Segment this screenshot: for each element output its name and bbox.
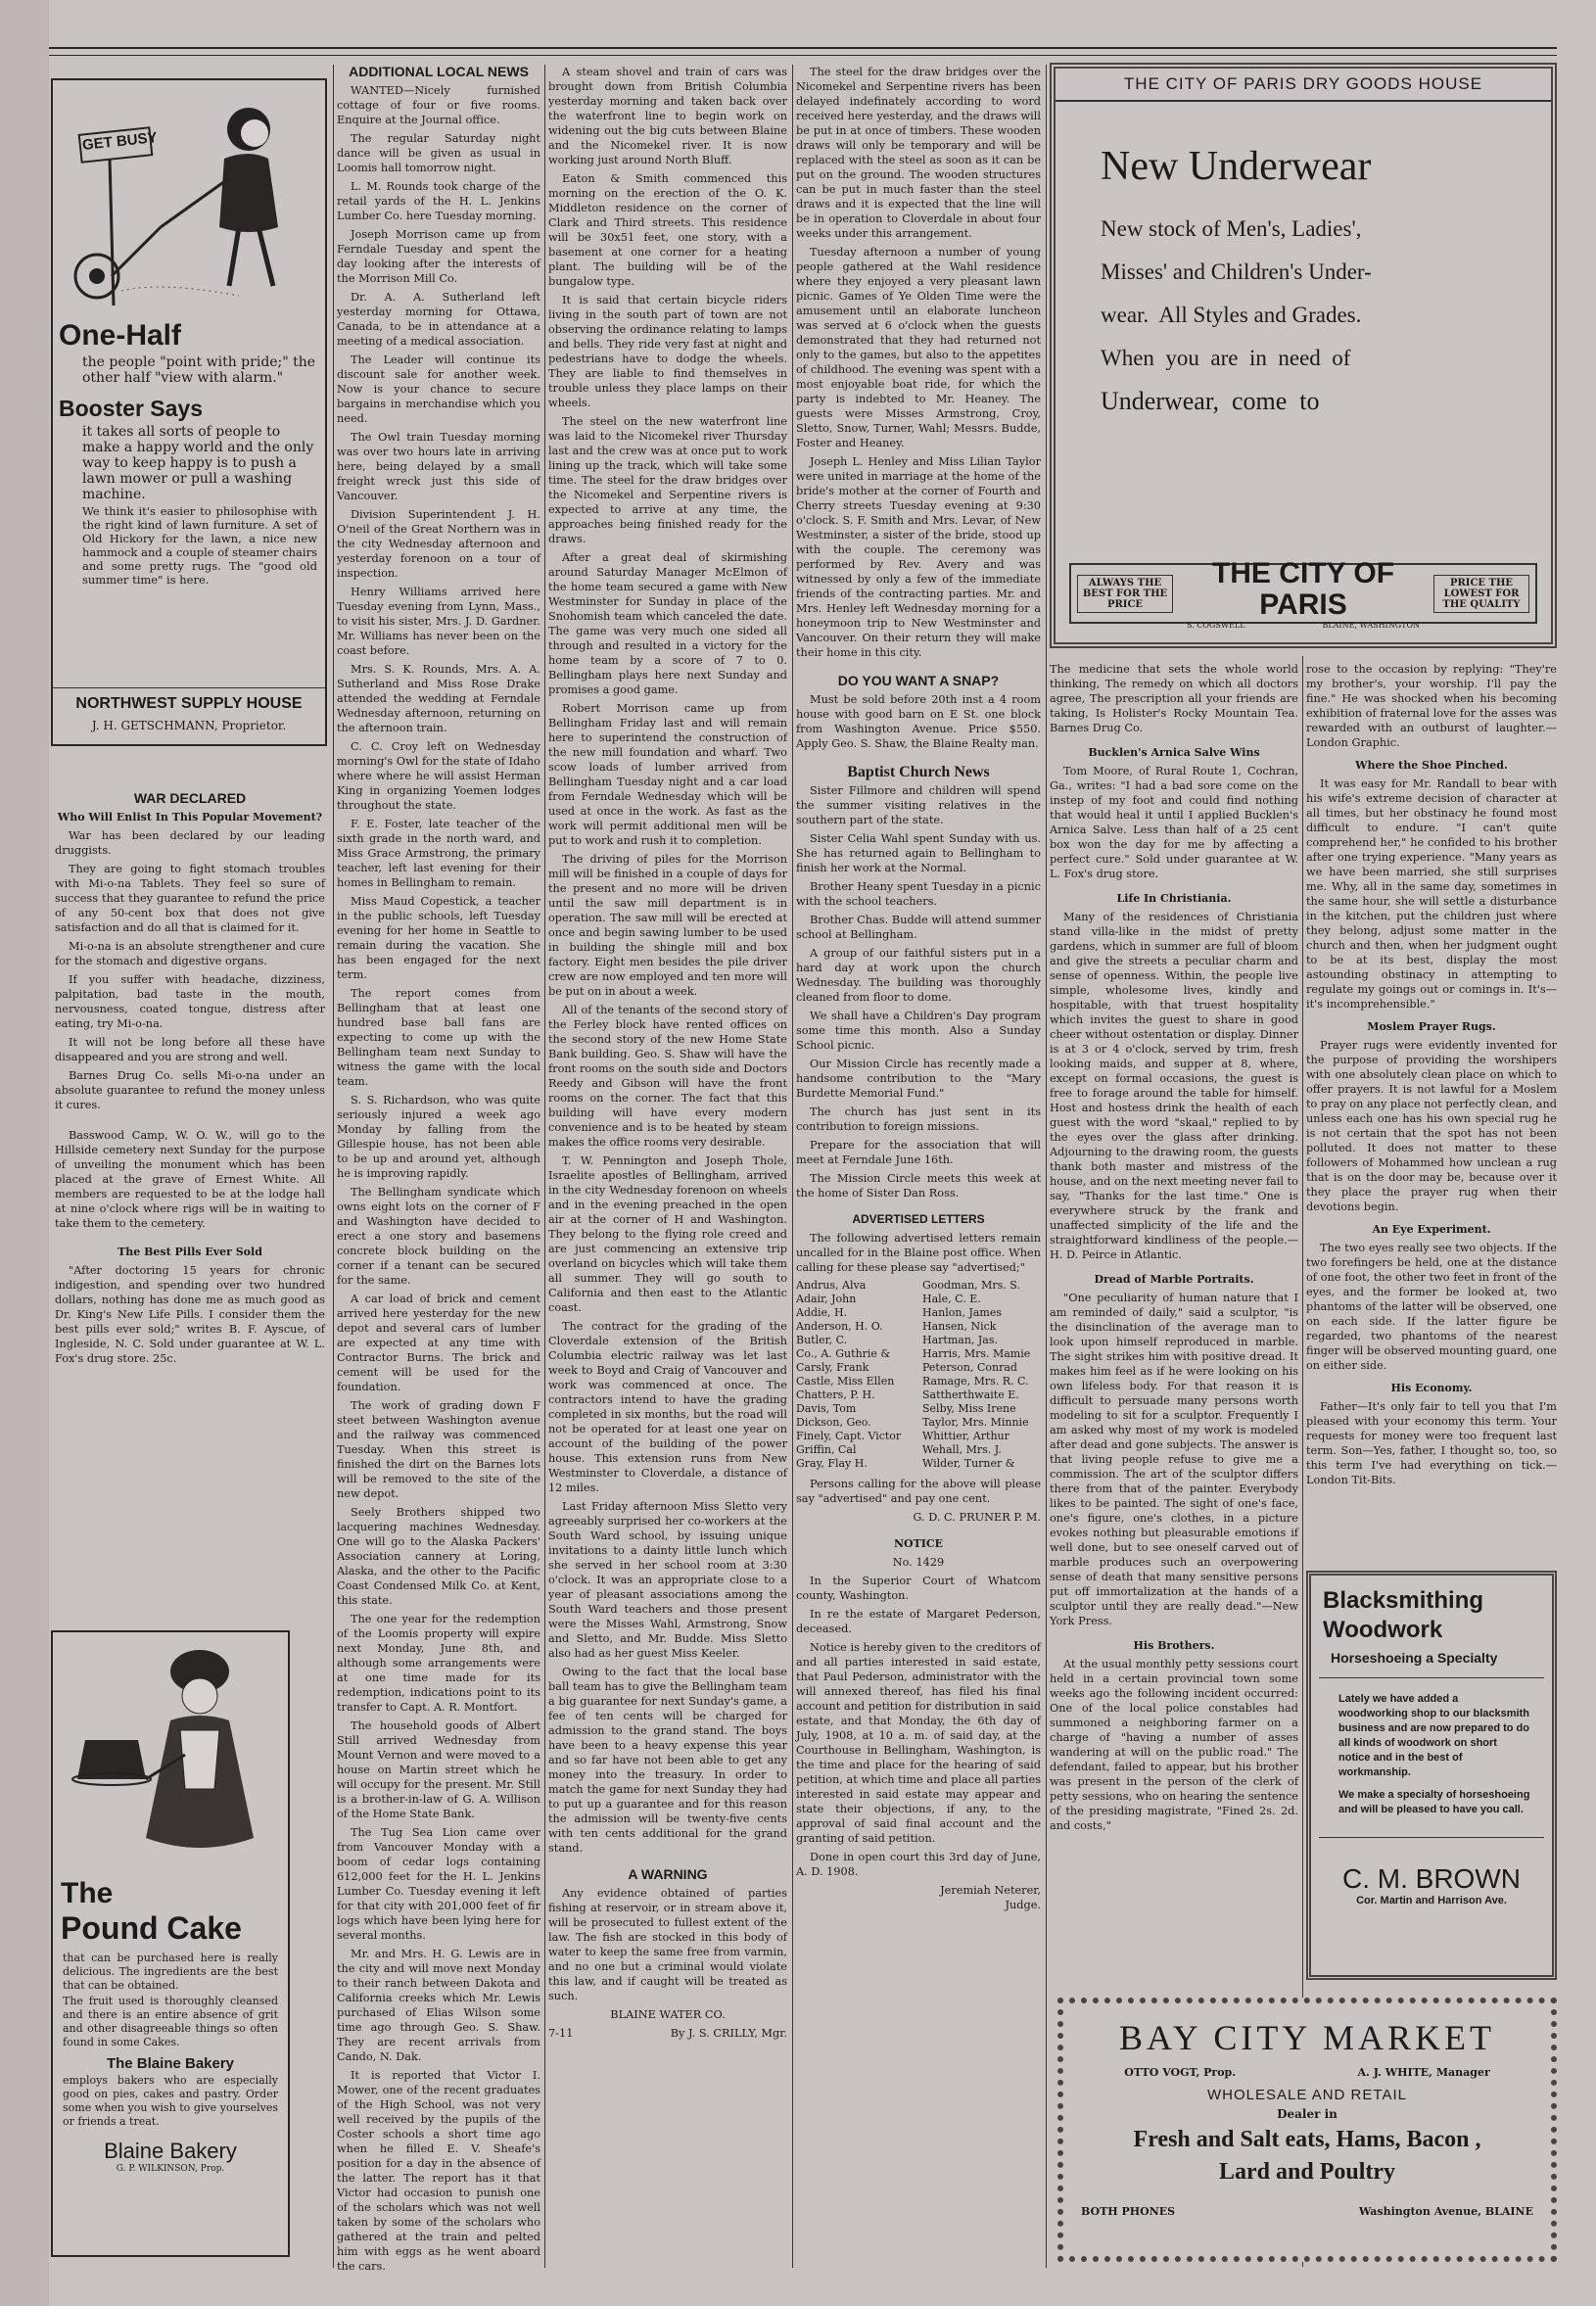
bakery-ad	[51, 1630, 290, 2257]
paris-ad-footer	[1069, 556, 1537, 630]
article-title: Where the Shoe Pinched.	[1355, 759, 1508, 772]
paragraph: Jeremiah Neterer,	[940, 1884, 1041, 1897]
paragraph: Many of the residences of Christiania stand villa-like in the midst of pretty gardens, which in summer are full of bloom and give the streets a peculiar charm and sense of openness. Within, the people live simple, wholesome lives, kindly and hospitable, with that truest hospitality which invites the guest to share in good cheer without ostentation or display. Dinner is at 3 or 4 o'clock, served by trim, fresh looking maids, and supper at 8, where, except on formal occasions, the guest is free to forage around the table for himself. Host and hostess drink the health of each guest with the word "skaal," replied to by the eyes over the glass after drinking. Adjourning to the drawing room, the guests thank both master and mistress of the house, and on the next meeting never fail to say, "Thanks for the last time." One is everywhere struck by the frank and unaffected simplicity of the life and the straightforward kindliness of the people.—H. D. Peirce in Atlantic.	[1050, 911, 1298, 1261]
paragraph: The steel on the new waterfront line was laid to the Nicomekel river Thursday last and the crew was at once put to work lining up the track, which will take some time. The steel for the draw bridges over the Nicomekel and Serpentine rivers is expected to arrive at any time, the approaches being finished ready for the draws.	[548, 415, 787, 545]
top-rule-thin	[49, 55, 1557, 56]
letter-recipient: Wehall, Mrs. J.	[922, 1443, 1002, 1456]
market-dealer: Dealer in	[1277, 2107, 1338, 2121]
paragraph: Seely Brothers shipped two lacquering machines Wednesday. One will go to the Alaska Packers' Association cannery at Loring, Alaska, and the other to the Pacific Coast Condensed Milk Co. at Kent, this state.	[337, 1506, 540, 1607]
column-rule	[544, 65, 545, 2268]
paragraph: After a great deal of skirmishing around Saturday Manager McElmon of the home team secured a game with New Westminster for Sunday in place of the Snohomish team which canceled the date. The game was very much one sided all through and resulted in a victory for the home team by a score of 7 to 0. Bellingham plays here next Sunday and promises a good game.	[548, 551, 787, 696]
paragraph: "After doctoring 15 years for chronic indigestion, and spending over two hundred dollars, nothing has done me as much good as Dr. King's New Life Pills. I consider them the best pills ever sold;" writes B. F. Ayscue, of Ingleside, N. C. Sold under guarantee at W. L. Fox's drug store. 25c.	[55, 1264, 325, 1365]
letter-recipient: Co., A. Guthrie &	[796, 1347, 891, 1360]
ad-divider	[53, 687, 325, 688]
paragraph: Eaton & Smith commenced this morning on the erection of the O. K. Middleton residence on the corner of Clark and Third streets. This residence will be 30x51 feet, one story, with a basement at one corner for a heating plant. The building will be of the bungalow type.	[548, 172, 787, 288]
ad-headline: Booster Says	[59, 396, 204, 421]
article-title: Life In Christiania.	[1116, 892, 1232, 905]
letter-recipient: Hanlon, James	[922, 1306, 1003, 1319]
paragraph: F. E. Foster, late teacher of the sixth grade in the north ward, and Miss Grace Armstrong, the primary teacher, left last evening for their homes in Bellingham to remain.	[337, 818, 540, 889]
paragraph: Division Superintendent J. H. O'neil of the Great Northern was in the city Wednesday afternoon and yesterday forenoon on a tour of inspection.	[337, 508, 540, 580]
letter-recipient: Dickson, Geo.	[796, 1416, 871, 1429]
letter-recipient: Selby, Miss Irene	[922, 1402, 1016, 1415]
ad-text: the people "point with pride;" the other half "view with alarm."	[82, 354, 316, 386]
article-title: Bucklen's Arnica Salve Wins	[1088, 746, 1260, 759]
city-of-paris-ad	[1050, 63, 1557, 648]
market-line: Lard and Poultry	[1218, 2159, 1396, 2185]
ad-text: We think it's easier to philosophise with the right kind of lawn furniture. A set of Old Hickory for the lawn, a nice new hammock and a couple of steamer chairs and some pretty rugs. The "good old summer time" is here.	[82, 504, 317, 587]
letter-recipient: Wilder, Turner &	[922, 1457, 1015, 1470]
paragraph: Joseph Morrison came up from Ferndale Tuesday and spent the day looking after the interests of the Morrison Mill Co.	[337, 228, 540, 285]
letter-recipient: Andrus, Alva	[796, 1279, 867, 1292]
letter-recipient: Griffin, Cal	[796, 1443, 857, 1456]
paragraph: A car load of brick and cement arrived here yesterday for the new depot and several cars of lumber are expected at any time with Contractor Burns. The brick and cement will be used for the foundation.	[337, 1293, 540, 1393]
column-1-news	[55, 791, 325, 1614]
paragraph: All of the tenants of the second story of the Ferley block have rented offices on the second story of the new Home State Bank building. Geo. S. Shaw will have the front rooms on the south side and Doctors Reedy and Gibson will have the front rooms on the corner. The fact that this building will have every modern convenience and is to be heated by steam makes the office rooms very desirable.	[548, 1004, 787, 1149]
ad-headline: The	[61, 1877, 114, 1909]
paragraph: Henry Williams arrived here Tuesday evening from Lynn, Mass., to visit his sister, Mrs. J. D. Gardner. Mr. Williams has never been on the coast before.	[337, 586, 540, 657]
warning-code: 7-11	[548, 2027, 574, 2040]
paragraph: Mr. and Mrs. H. G. Lewis are in the city and will move next Monday to their ranch between Dakota and California creeks which Mr. Lewis purchased of Elias Wilson some time ago through Geo. S. Shaw. They are recent arrivals from Cando, N. Dak.	[337, 1948, 540, 2063]
letter-recipient: Goodman, Mrs. S.	[922, 1279, 1020, 1292]
letter-recipient: Carsly, Frank	[796, 1361, 869, 1374]
ad-text: employs bakers who are especially good on pies, cakes and pastry. Order some when you wish to give yourselves or friends a treat.	[63, 2074, 278, 2128]
market-line: Fresh and Salt eats, Hams, Bacon ,	[1133, 2127, 1481, 2152]
paragraph: Brother Heany spent Tuesday in a picnic with the school teachers.	[796, 880, 1041, 908]
brown-address: Cor. Martin and Harrison Ave.	[1356, 1895, 1507, 1906]
paragraph: The driving of piles for the Morrison mill will be finished in a couple of days for the present and no more will be driven until the saw mill department is in operation. The saw mill will be erected at once and begin sawing lumber to be used in building the shingle mill and box factory. Eight men besides the pile driver crew are now employed and ten more will be put on in about a week.	[548, 853, 787, 998]
ad-text: it takes all sorts of people to make a happy world and the only way to keep happy is to push a lawn mower or pull a washing machine.	[82, 424, 314, 502]
paragraph: The household goods of Albert Still arrived Wednesday from Mount Vernon and were moved to a house on Martin street which he will occupy for the present. Mr. Still is a brother-in-law of G. A. Willison of the Home State Bank.	[337, 1719, 540, 1820]
letter-recipient: Hale, C. E.	[922, 1293, 981, 1305]
paragraph: In the Superior Court of Whatcom county, Washington.	[796, 1575, 1041, 1602]
paragraph: The Mission Circle meets this week at the home of Sister Dan Ross.	[796, 1172, 1041, 1200]
woman-with-cake-icon	[53, 1632, 288, 1877]
paragraph: Any evidence obtained of parties fishing at reservoir, or in stream above it, will be prosecuted to fullest extent of the law. The fish are stocked in this body of water to keep the same free from varmin, and no one but a criminal would violate this law, and if caught will be treated as such.	[548, 1887, 787, 2002]
ad-text: The fruit used is thoroughly cleansed and there is an entire absence of grit and other disagreeable things so often found in some Cakes.	[63, 1995, 278, 2048]
article-subtitle: Who Will Enlist In This Popular Movement?	[57, 811, 323, 824]
paragraph: Must be sold before 20th inst a 4 room house with good barn on E St. one block from Washington Avenue. Price $550. Apply Geo. S. Shaw, the Blaine Realty man.	[796, 693, 1041, 750]
column-rule	[333, 65, 334, 2268]
bakery-name: The Blaine Bakery	[106, 2055, 235, 2072]
paragraph: A steam shovel and train of cars was brought down from British Columbia yesterday morning and taken back over the waterfront line to begin work on widening out the big cuts between Blaine and the Nicomekel river. It is now working just around North Bluff.	[548, 66, 787, 166]
article-title: The Best Pills Ever Sold	[117, 1246, 262, 1258]
paragraph: It is reported that Victor I. Mower, one of the recent graduates of the High School, was not very well received by the pupils of the Coster schools a short time ago when he filled E. V. Sheafe's position for a day in the absence of the latter. The report has it that Victor had occasion to punish one of the scholars which was not well taken by some of the scholars who gathered at the train and pelted him with eggs as he went aboard the cars.	[337, 2069, 540, 2273]
column-6-news	[1306, 662, 1557, 1565]
letter-recipient: Whittier, Arthur	[922, 1430, 1009, 1442]
paragraph: The two eyes really see two objects. If the two forefingers be held, one at the distance of one foot, the other two feet in front of the eyes, and the former be looked at, two phantoms of the latter will be observed, one on each side. If the latter figure be regarded, two phantoms of the nearest finger will be observed mounting guard, one on either side.	[1306, 1242, 1557, 1372]
ad-subheadline: Horseshoeing a Specialty	[1319, 1644, 1544, 1678]
column-rule	[1046, 65, 1047, 2268]
paragraph: It was easy for Mr. Randall to bear with his wife's extreme decision of character at all times, but her obstinacy he found most difficult to endure. "I can't quite comprehend her," he confided to his brother after one trying experience. "Many years as we have been married, she still surprises me. Why, all in the same day, sometimes in the same hour, she will settle a disturbance in the kitchen, put the children just where they belong, adjust some matter in the church and then, when her judgment ought to be at its best, display the most astounding obstinacy in attempting to regulate my goings out or comings in. It's—it's incomprehensible."	[1306, 777, 1557, 1011]
paragraph: The one year for the redemption of the Loomis property will expire next Monday, June 8th, and although some arrangements were at one time made for its redemption, indications point to its transfer to Capt. A. R. Montfort.	[337, 1613, 540, 1714]
paragraph: The report comes from Bellingham that at least one hundred base ball fans are expecting to come up with the Bellingham team next Sunday to witness the game with the local team.	[337, 987, 540, 1088]
paris-owner: S. COGSWELL	[1187, 620, 1245, 630]
letter-recipient: Peterson, Conrad	[922, 1361, 1017, 1374]
paris-right-badge: PRICE THE LOWEST FOR THE QUALITY	[1433, 575, 1529, 613]
market-manager: A. J. WHITE, Manager	[1357, 2066, 1490, 2079]
letter-recipient: Davis, Tom	[796, 1402, 857, 1415]
article-title: WAR DECLARED	[133, 790, 247, 806]
letter-recipient: Finely, Capt. Victor	[796, 1430, 902, 1442]
letter-recipient: Butler, C.	[796, 1334, 848, 1346]
letters-list	[796, 1279, 1041, 1471]
paragraph: At the usual monthly petty sessions court held in a certain provincial town some weeks ago the following incident occurred: One of the local police constables had summoned a neighboring farmer on a charge of "having a number of asses wandering at will on the public road." The defendant, failed to appear, but his brother was present in the person of the clerk of petty sessions, who on hearing the sentence of the presiding magistrate, "Fined 2s. 2d. and costs,"	[1050, 1658, 1298, 1832]
paragraph: No. 1429	[892, 1556, 945, 1569]
page-edge	[0, 0, 49, 2306]
paragraph: Our Mission Circle has recently made a handsome contribution to the "Mary Burdette Memorial Fund."	[796, 1058, 1041, 1100]
article-title: An Eye Experiment.	[1372, 1223, 1491, 1236]
paragraph: The steel for the draw bridges over the Nicomekel and Serpentine rivers has been delayed indefinately according to word received here yesterday, and the draws will be put in at once of timbers. These wooden draws will only be temporary and will be replaced with the steel as soon as it can be put on the ground. The wooden structures can be put in much faster than the steel draws and it is expected that the line will be in operation to Cloverdale in about four weeks under this arrangement.	[796, 66, 1041, 240]
paragraph: War has been declared by our leading druggists.	[55, 829, 325, 857]
proprietor: J. H. GETSCHMANN, Proprietor.	[91, 719, 287, 732]
brown-name: C. M. BROWN	[1319, 1837, 1544, 1895]
letter-recipient: Harris, Mrs. Mamie	[922, 1347, 1031, 1360]
paragraph: Prayer rugs were evidently invented for the purpose of providing the worshipers with one absolutely clean place on which to offer prayers. It is not lawful for a Moslem to pray on any place not perfectly clean, and unless each one has his own special rug he is not certain that the spot has not been polluted. It does not matter to these followers of Mohammed how unclean a rug that is on the door may be, because over it they place the prayer rug when their devotions begin.	[1306, 1039, 1558, 1213]
column-5-news	[1050, 662, 1298, 1974]
paragraph: Tom Moore, of Rural Route 1, Cochran, Ga., writes: "I had a bad sore come on the instep of my foot and could find nothing that would heal it until I applied Bucklen's Arnica Salve. Less than half of a 25 cent box won the day for me by affecting a perfect cure." Sold under guarantee at W. L. Fox's drug store.	[1050, 765, 1298, 880]
paris-ad-top: THE CITY OF PARIS DRY GOODS HOUSE	[1056, 69, 1551, 102]
column-rule	[792, 65, 793, 2268]
paragraph: The work of grading down F steet between Washington avenue and the railway was commenced Tuesday. When this street is finished the dirt on the Barnes lots will be removed to the site of the new depot.	[337, 1399, 540, 1500]
letter-recipient: Chatters, P. H.	[796, 1388, 875, 1401]
ad-text: Lately we have added a woodworking shop to our blacksmith business and are now prepared to do all kinds of woodwork on short notice and in the best of workmanship.	[1338, 1693, 1529, 1778]
paragraph: Done in open court this 3rd day of June, A. D. 1908.	[796, 1851, 1041, 1878]
bakery-logo-text: Blaine Bakery	[104, 2139, 237, 2163]
letter-recipient: Hansen, Nick	[922, 1320, 997, 1333]
paragraph: In re the estate of Margaret Pederson, deceased.	[796, 1608, 1041, 1635]
market-wholesale: WHOLESALE AND RETAIL	[1207, 2087, 1407, 2103]
paragraph: Basswood Camp, W. O. W., will go to the Hillside cemetery next Sunday for the purpose of unveiling the monument which has been placed at the grave of Ernest White. All members are requested to be at the lodge hall at nine o'clock where rigs will be in waiting to take them to the cemetery.	[55, 1129, 325, 1230]
paragraph: Notice is hereby given to the creditors of and all parties interested in said estate, that Paul Pederson, administrator with the will annexed thereof, has filed his final account and petition for distribution in said estate, and that Monday, the 6th day of July, 1908, at 10 a. m. of said day, at the Courthouse in Bellingham, Washington, is the time and place for the hearing of said petition, at which time and place all parties interested in said estate may appear and state their objections, if any, to the approval of said final account and the granting of said petition.	[796, 1641, 1041, 1845]
paragraph: If you suffer with headache, dizziness, palpitation, bad taste in the mouth, nervousness, coated tongue, distress after eating, try Mi-o-na.	[55, 973, 325, 1030]
paragraph: Persons calling for the above will please say "advertised" and pay one cent.	[796, 1478, 1041, 1505]
letter-recipient: Taylor, Mrs. Minnie	[922, 1416, 1029, 1429]
paris-ad-line: Underwear, come to	[1101, 387, 1320, 415]
article-title: His Economy.	[1390, 1382, 1473, 1394]
bay-city-market-ad	[1057, 1998, 1557, 2262]
article-title: Dread of Marble Portraits.	[1094, 1273, 1254, 1286]
paragraph: Joseph L. Henley and Miss Lilian Taylor were united in marriage at the home of the bride's mother at the corner of Fourth and Cherry streets Tuesday evening at 9:30 o'clock. S. F. Smith and Mrs. Levar, of New Westminster, a sister of the bride, stood up with the couple. The ceremony was performed by Rev. Avery and was witnessed by only a few of the immediate friends of the contracting parties. Mr. and Mrs. Henley left Wednesday morning for a honeymoon trip to New Westminster and Vancouver. On their return they will make their home in this city.	[796, 455, 1041, 659]
article-title: His Brothers.	[1133, 1639, 1215, 1652]
article-title: ADVERTISED LETTERS	[852, 1212, 985, 1226]
paragraph: The church has just sent in its contribution to foreign missions.	[796, 1106, 1041, 1133]
paragraph: A group of our faithful sisters put in a hard day at work upon the church Wednesday. The building was thoroughly cleaned from floor to dome.	[796, 947, 1041, 1004]
letter-recipient: Adair, John	[796, 1293, 857, 1305]
ad-headline: One-Half	[59, 319, 182, 352]
paragraph: They are going to fight stomach troubles with Mi-o-na Tablets. They feel so sure of success that they guarantee to refund the price of any 50-cent box that does not give satisfaction and do all that is claimed for it.	[55, 863, 325, 934]
ad-text: We make a specialty of horseshoeing and will be pleased to have you call.	[1338, 1789, 1530, 1815]
paragraph: The Tug Sea Lion came over from Vancouver Monday with a boom of cedar logs containing 612,000 feet for the H. L. Jenkins Lumber Co. Tuesday evening it left for that city with 201,000 feet of fir logs which have been lying here for several months.	[337, 1826, 540, 1942]
paris-ad-line: New stock of Men's, Ladies',	[1101, 216, 1362, 241]
top-rule	[49, 47, 1557, 49]
bakery-prop: G. P. WILKINSON, Prop.	[116, 2164, 225, 2174]
letter-recipient: Ramage, Mrs. R. C.	[922, 1375, 1029, 1388]
article-title: Baptist Church News	[847, 764, 990, 780]
paragraph: Owing to the fact that the local base ball team has to give the Bellingham team a big guarantee for next Sunday's game, a fee of ten cents will be charged for admission to the grand stand. The boys have been to a heavy expense this year and so far have not been able to get any money into the treasury. In order to match the game for next Sunday they had to put up a guarantee and for this reason the admission will be twenty-five cents with ten cents additional for the grand stand.	[548, 1666, 787, 1855]
paragraph: Last Friday afternoon Miss Sletto very agreeably surprised her co-workers at the South Ward school, by issuing unique invitations to a dainty little lunch which she served in her school room at 3:30 o'clock. It was an appropriate close to a year of pleasant associations among the South Ward teachers and those present were the Misses Wahl, Armstrong, Snow and Sletto, and Mr. Budde. Miss Sletto also had as her guest Miss Keeler.	[548, 1500, 787, 1660]
paragraph: Sister Fillmore and children will spend the summer visiting relatives in the southern part of the state.	[796, 784, 1041, 826]
paragraph: Brother Chas. Budde will attend summer school at Bellingham.	[796, 914, 1041, 941]
paragraph: The contract for the grading of the Cloverdale extension of the British Columbia electric railway was let last week to Boyd and Craig of Vancouver and work was commenced at once. The contractors intend to have the grading completed in six months, but the road will not be operated for at least one year on account of the building of the power house. This extension runs from New Westminster to Cloverdale, a distance of 12 miles.	[548, 1320, 787, 1494]
paragraph: The following advertised letters remain uncalled for in the Blaine post office. When calling for these please say "advertised;"	[796, 1232, 1041, 1274]
ad-text: that can be purchased here is really delicious. The ingredients are the best that can be obtained.	[63, 1952, 278, 1992]
ad-headline: Pound Cake	[61, 1910, 242, 1946]
ad-headline: Woodwork	[1323, 1617, 1443, 1643]
paragraph: Mi-o-na is an absolute strengthener and cure for the stomach and digestive organs.	[55, 940, 325, 967]
paragraph: Father—It's only fair to tell you that I'm pleased with your economy this term. Your requests for money were too frequent last term. Son—Yes, father, I thought so, too, so this term I've had everything on tick.—London Tit-Bits.	[1306, 1400, 1557, 1486]
paragraph: We shall have a Children's Day program some time this month. Also a Sunday School picnic.	[796, 1010, 1041, 1052]
market-address: Washington Avenue, BLAINE	[1358, 2205, 1533, 2218]
paragraph: The Owl train Tuesday morning was over two hours late in arriving here, being delayed by a small freight wreck just this side of Vancouver.	[337, 431, 540, 502]
paragraph: Dr. A. A. Sutherland left yesterday morning for Ottawa, Canada, to be in attendance at a meeting of a medical association.	[337, 291, 540, 348]
warning-signature	[548, 2026, 787, 2041]
column-4-news	[796, 65, 1041, 2263]
paragraph: L. M. Rounds took charge of the retail yards of the H. L. Jenkins Lumber Co. here Tuesday morning.	[337, 180, 540, 222]
paragraph: S. S. Richardson, who was quite seriously injured a week ago Monday by falling from the Gillespie house, has not been able to be up and around yet, although he is improving rapidly.	[337, 1094, 540, 1180]
paragraph: The Leader will continue its discount sale for another week. Now is your chance to secure bargains in merchandise which you need.	[337, 353, 540, 425]
paragraph: "One peculiarity of human nature that I am reminded of daily," said a sculptor, "is the disinclination of the average man to look upon himself reproduced in marble. The sight strikes him with positive dread. It makes him feel as if he were looking on his own lifeless body. For that reason it is difficult to persuade many persons worth modeling to sit for a sculptor. Frequently I am asked why most of my work is modeled after dead and gone subjects. The answer is that living people refuse to give me a commission. The art of the sculptor differs there from that of the painter. Everybody likes to be painted. The sight of one's face, one's figure, one's clothes, in a picture evokes nothing but pleasurable emotions if well done, but to see oneself carved out of marble produces such an overpowering sense of death that many sensitive persons put off immortalization at the hands of a sculptor until they are really dead."—New York Press.	[1050, 1292, 1298, 1627]
paragraph: Sister Celia Wahl spent Sunday with us. She has returned again to Bellingham to finish her work at the Normal.	[796, 832, 1041, 874]
column-3-news	[548, 65, 787, 2263]
article-title: Moslem Prayer Rugs.	[1367, 1020, 1496, 1033]
paragraph: The medicine that sets the whole world thinking, The remedy on which all doctors agree, The prescription all your friends are taking, Is Holister's Rocky Mountain Tea. Barnes Drug Co.	[1050, 663, 1298, 734]
market-prop: OTTO VOGT, Prop.	[1124, 2066, 1237, 2079]
letter-recipient: Hartman, Jas.	[922, 1334, 999, 1346]
paragraph: Miss Maud Copestick, a teacher in the public schools, left Tuesday evening for her home in Seattle to remain during the vacation. She has been engaged for the next term.	[337, 895, 540, 981]
article-title: DO YOU WANT A SNAP?	[837, 673, 1000, 688]
paragraph: The regular Saturday night dance will be given as usual in Loomis hall tomorrow night.	[337, 132, 540, 174]
letter-recipient: Addie, H.	[796, 1306, 848, 1319]
paragraph: Judge.	[1005, 1899, 1041, 1911]
ad-headline: Blacksmithing	[1323, 1587, 1484, 1614]
paragraph: rose to the occasion by replying: "They're my brother's, your worship. I'll pay the fine." He was shocked when his becoming exhibition of fraternal love for the asses was rewarded with an outburst of laughter.—London Graphic.	[1306, 663, 1557, 749]
paris-ad-line: When you are in need of	[1101, 346, 1351, 370]
warning-manager: By J. S. CRILLY, Mgr.	[670, 2027, 787, 2040]
letter-recipient: Sattherthwaite E.	[922, 1388, 1019, 1401]
paragraph: Robert Morrison came up from Bellingham Friday last and will remain here to superintend the construction of the new mill foundation and wharf. Two scow loads of lumber arrived from Bellingham Tuesday night and a car load from Ferndale Wednesday which will be used at once in the work. As fast as the work will permit additional men will be put to work and rush it to completion.	[548, 702, 787, 847]
article-title: A WARNING	[628, 1866, 708, 1882]
paris-brand: THE CITY OF PARIS	[1211, 556, 1395, 621]
paragraph: C. C. Croy left on Wednesday morning's Owl for the state of Idaho where where he will assist Herman King in organizing Yoemen lodges throughout the state.	[337, 740, 540, 812]
paragraph: It is said that certain bicycle riders living in the south part of town are not observing the ordinance relating to lamps and bells. They ride very fast at night and pedestrians have to dodge the wheels. They are liable to find themselves in trouble unless they place lamps on their wheels.	[548, 294, 787, 409]
market-title: BAY CITY MARKET	[1118, 2018, 1496, 2057]
paris-ad-line: wear. All Styles and Grades.	[1101, 303, 1362, 327]
market-phones: BOTH PHONES	[1081, 2205, 1176, 2218]
paragraph: WANTED—Nicely furnished cottage of four or five rooms. Enquire at the Journal office.	[337, 84, 540, 126]
paragraph: Prepare for the association that will meet at Ferndale June 16th.	[796, 1139, 1041, 1166]
paragraph: BLAINE WATER CO.	[610, 2008, 726, 2021]
get-busy-sign: GET BUSY	[81, 129, 159, 154]
paris-place: BLAINE, WASHINGTON	[1322, 620, 1420, 630]
letter-recipient: Castle, Miss Ellen	[796, 1375, 895, 1388]
additional-local-news	[337, 64, 540, 2273]
get-busy-ad	[51, 78, 327, 746]
paris-left-badge: ALWAYS THE BEST FOR THE PRICE	[1077, 575, 1173, 613]
paragraph: The Bellingham syndicate which owns eight lots on the corner of F and Washington have decided to erect a one story and basemens concrete block building on the corner if a tenant can be secured for the same.	[337, 1186, 540, 1287]
letter-recipient: Anderson, H. O.	[796, 1320, 883, 1333]
paragraph: Tuesday afternoon a number of young people gathered at the Wahl residence where they enjoyed a very pleasant lawn picnic. Games of Ye Olden Time were the amusement until an elaborate luncheon was served at 6 o'clock when the guests demonstrated that they had returned not only to the games, but also to the appetites of childhood. The evening was spent with a most enjoyable boat ride, for which the party is indebted to Mr. Heaney. The guests were Misses Armstrong, Croy, Sletto, Snow, Turner, Wahl; Messrs. Budde, Foster and Heaney.	[796, 246, 1041, 449]
paragraph: Barnes Drug Co. sells Mi-o-na under an absolute guarantee to refund the money unless it cures.	[55, 1069, 325, 1111]
paragraph: Mrs. S. K. Rounds, Mrs. A. A. Sutherland and Miss Rose Drake attended the wedding at Ferndale Wednesday afternoon, returning on the afternoon train.	[337, 663, 540, 734]
letter-recipient: Gray, Flay H.	[796, 1457, 868, 1470]
store-name: NORTHWEST SUPPLY HOUSE	[75, 695, 303, 712]
lawn-mower-boy-icon	[53, 80, 325, 315]
paragraph: T. W. Pennington and Joseph Thole, Israelite apostles of Bellingham, arrived in the city Wednesday forenoon on wheels and in the evening preached in the open air at the corner of H and Washington. They belong to the flying role creed and are just commencing an extensive trip overland on bicycles which will take them all summer. They will go south to California and then east to the Atlantic coast.	[548, 1154, 787, 1314]
paragraph: It will not be long before all these have disappeared and you are strong and well.	[55, 1036, 325, 1063]
blacksmith-ad	[1306, 1571, 1557, 1980]
paris-ad-line: Misses' and Children's Under-	[1101, 259, 1372, 284]
paris-ad-headline: New Underwear	[1101, 144, 1372, 189]
article-title: NOTICE	[893, 1537, 944, 1550]
section-title: ADDITIONAL LOCAL NEWS	[349, 64, 529, 79]
paragraph: G. D. C. PRUNER P. M.	[913, 1511, 1041, 1524]
